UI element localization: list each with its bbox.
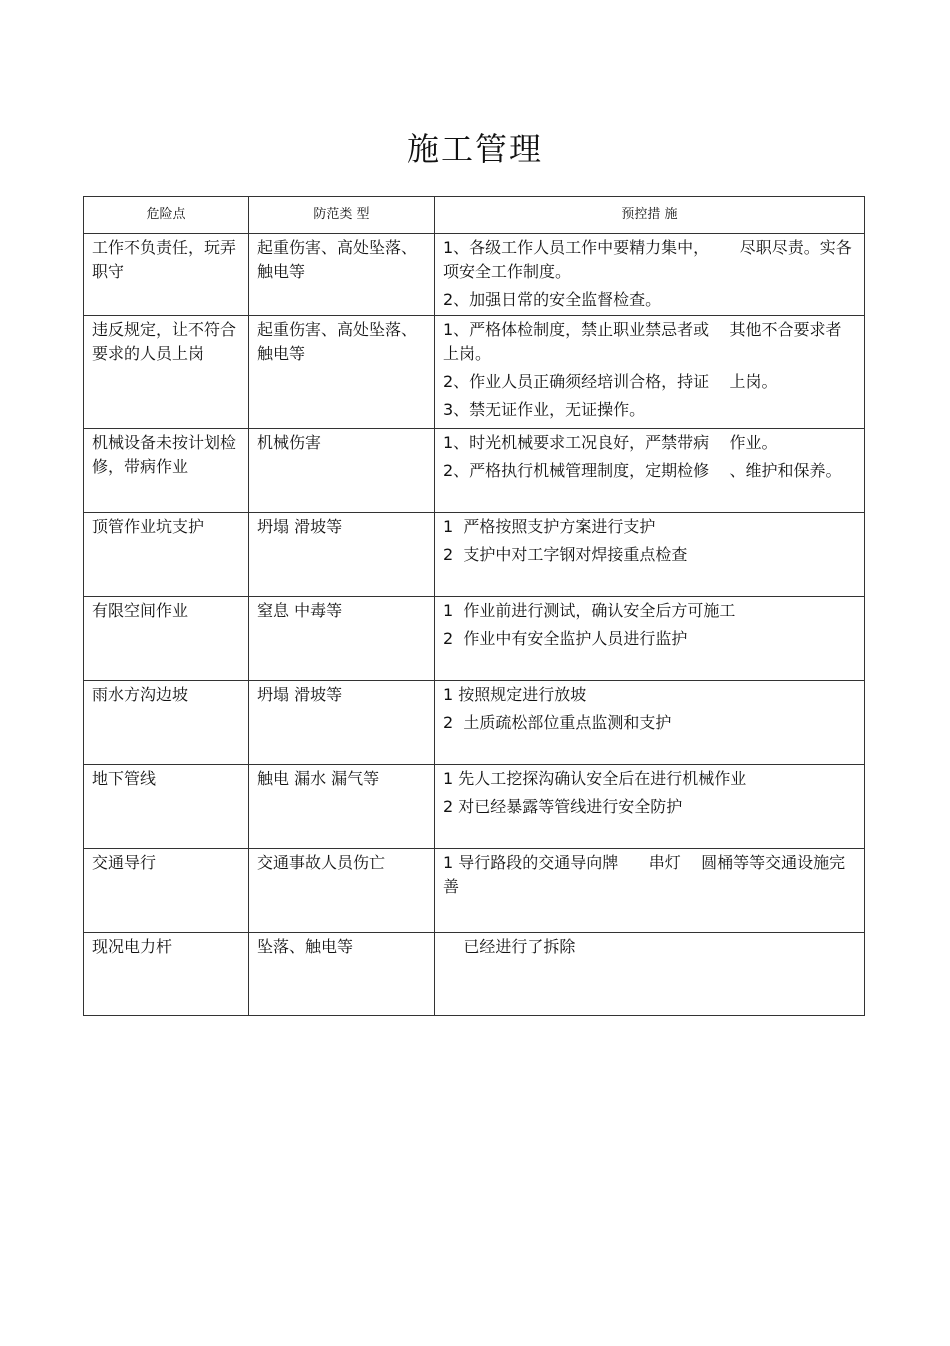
cell-risk-type — [249, 933, 435, 1016]
hazard-text: 雨水方沟边坡 — [92, 685, 189, 704]
cell-risk-type — [249, 234, 435, 316]
measure-item: 2、严格执行机械管理制度，定期检修 、维护和保养。 — [443, 461, 842, 480]
measure-item: 2 土质疏松部位重点监测和支护 — [443, 713, 672, 732]
table-row — [84, 849, 865, 933]
hazard-text: 违反规定，让不符合要求的人员上岗 — [92, 320, 237, 363]
cell-risk-type — [249, 429, 435, 513]
cell-measures — [435, 513, 865, 597]
column-header-hazard: 危险点 — [84, 197, 249, 234]
cell-risk-type — [249, 849, 435, 933]
cell-risk-type — [249, 316, 435, 429]
measure-item: 1 严格按照支护方案进行支护 — [443, 517, 656, 536]
cell-measures — [435, 234, 865, 316]
cell-measures — [435, 316, 865, 429]
cell-hazard — [84, 765, 249, 849]
measure-item: 1 先人工挖探沟确认安全后在进行机械作业 — [443, 769, 747, 788]
cell-hazard — [84, 316, 249, 429]
measure-item: 1、各级工作人员工作中要精力集中， 尽职尽责。实各项安全工作制度。 — [443, 238, 852, 281]
measure-item: 2、作业人员正确须经培训合格，持证 上岗。 — [443, 372, 778, 391]
cell-measures — [435, 429, 865, 513]
risk-type-text: 窒息 中毒等 — [257, 601, 343, 620]
measure-item: 2 对已经暴露等管线进行安全防护 — [443, 797, 683, 816]
table-body — [84, 234, 865, 1016]
cell-measures — [435, 681, 865, 765]
hazard-text: 现况电力杆 — [92, 937, 173, 956]
measure-item: 3、禁无证作业，无证操作。 — [443, 400, 646, 419]
measure-item: 2、加强日常的安全监督检查。 — [443, 290, 662, 309]
measure-item: 1 按照规定进行放坡 — [443, 685, 587, 704]
cell-hazard — [84, 234, 249, 316]
column-header-measures: 预控措 施 — [435, 197, 865, 234]
hazard-control-table — [83, 196, 865, 1016]
cell-measures — [435, 933, 865, 1016]
measure-item: 已经进行了拆除 — [443, 937, 576, 956]
cell-risk-type — [249, 513, 435, 597]
hazard-text: 工作不负责任，玩弄职守 — [92, 238, 237, 281]
risk-type-text: 触电 漏水 漏气等 — [257, 769, 380, 788]
measure-item: 1、严格体检制度，禁止职业禁忌者或 其他不合要求者上岗。 — [443, 320, 842, 363]
hazard-text: 交通导行 — [92, 853, 157, 872]
measure-item: 1 作业前进行测试，确认安全后方可施工 — [443, 601, 736, 620]
risk-type-text: 起重伤害、高处坠落、触电等 — [257, 320, 418, 363]
cell-hazard — [84, 933, 249, 1016]
cell-hazard — [84, 681, 249, 765]
table-row — [84, 513, 865, 597]
table-row — [84, 765, 865, 849]
measure-item: 2 支护中对工字钢对焊接重点检查 — [443, 545, 688, 564]
risk-type-text: 坠落、触电等 — [257, 937, 354, 956]
cell-risk-type — [249, 597, 435, 681]
table-row — [84, 597, 865, 681]
hazard-text: 顶管作业坑支护 — [92, 517, 205, 536]
table-row — [84, 933, 865, 1016]
risk-type-text: 坍塌 滑坡等 — [257, 685, 343, 704]
hazard-text: 机械设备未按计划检修，带病作业 — [92, 433, 237, 476]
cell-measures — [435, 765, 865, 849]
cell-risk-type — [249, 765, 435, 849]
risk-type-text: 起重伤害、高处坠落、触电等 — [257, 238, 418, 281]
table-row — [84, 681, 865, 765]
measure-item: 1、时光机械要求工况良好，严禁带病 作业。 — [443, 433, 778, 452]
column-header-risk-type: 防范类 型 — [249, 197, 435, 234]
table-row — [84, 316, 865, 429]
cell-hazard — [84, 513, 249, 597]
measure-item: 1 导行路段的交通导向牌 串灯 圆桶等等交通设施完善 — [443, 853, 846, 896]
hazard-text: 地下管线 — [92, 769, 157, 788]
cell-risk-type — [249, 681, 435, 765]
cell-hazard — [84, 429, 249, 513]
cell-measures — [435, 597, 865, 681]
page-title: 施工管理 — [406, 130, 543, 168]
cell-hazard — [84, 597, 249, 681]
risk-type-text: 机械伤害 — [257, 433, 322, 452]
risk-type-text: 交通事故人员伤亡 — [257, 853, 386, 872]
cell-hazard — [84, 849, 249, 933]
table-row — [84, 234, 865, 316]
measure-item: 2 作业中有安全监护人员进行监护 — [443, 629, 688, 648]
risk-type-text: 坍塌 滑坡等 — [257, 517, 343, 536]
table-header-row — [84, 197, 865, 234]
cell-measures — [435, 849, 865, 933]
table-row — [84, 429, 865, 513]
hazard-text: 有限空间作业 — [92, 601, 189, 620]
